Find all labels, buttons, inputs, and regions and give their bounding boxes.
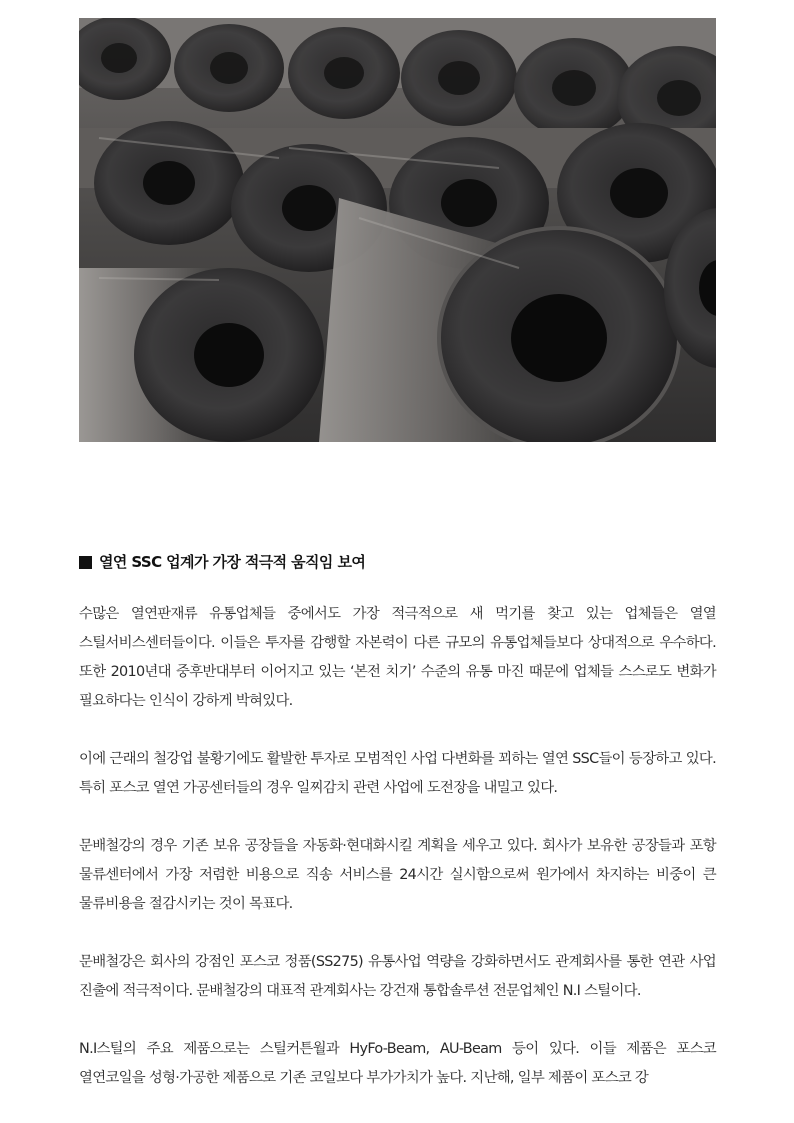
paragraph-3: 문배철강의 경우 기존 보유 공장들을 자동화·현대화시킬 계획을 세우고 있다. 회사가 보유한 공장들과 포항 물류센터에서 가장 저렴한 비용으로 직송 서비스를 24시간 실시함으로써 원가에서 차지하는 비중이 큰 물류비용을 절감시키는 것이 목표다. bbox=[79, 838, 716, 912]
paragraph-1: 수많은 열연판재류 유통업체들 중에서도 가장 적극적으로 새 먹기를 찾고 있는 업체들은 열열 스틸서비스센터들이다. 이들은 투자를 감행할 자본력이 다른 규모의 유통업체들보다 상대적으로 우수하다. 또한 2010년대 중후반대부터 이어지고 있는 ‘본전 치기’ 수준의 유통 마진 때문에 업체들 스스로도 변화가 필요하다는 인식이 강하게 박혀있다. bbox=[79, 606, 716, 709]
steel-coil-photo bbox=[79, 18, 716, 442]
article-body bbox=[79, 548, 716, 1093]
paragraph-4: 문배철강은 회사의 강점인 포스코 정품(SS275) 유통사업 역량을 강화하면서도 관계회사를 통한 연관 사업 진출에 적극적이다. 문배철강의 대표적 관계회사는 강건재 통합솔루션 전문업체인 N.I 스틸이다. bbox=[79, 954, 716, 999]
section-heading bbox=[79, 548, 716, 576]
paragraph-5: N.I스틸의 주요 제품으로는 스틸커튼월과 HyFo-Beam, AU-Beam 등이 있다. 이들 제품은 포스코 열연코일을 성형·가공한 제품으로 기존 코일보다 부가가치가 높다. 지난해, 일부 제품이 포스코 강 bbox=[79, 1041, 716, 1086]
section-heading-text: 열연 SSC 업계가 가장 적극적 움직임 보여 bbox=[99, 553, 366, 571]
paragraph-2: 이에 근래의 철강업 불황기에도 활발한 투자로 모범적인 사업 다변화를 꾀하는 열연 SSC들이 등장하고 있다. 특히 포스코 열연 가공센터들의 경우 일찌감치 관련 사업에 도전장을 내밀고 있다. bbox=[79, 751, 716, 796]
square-bullet-icon bbox=[79, 556, 92, 569]
